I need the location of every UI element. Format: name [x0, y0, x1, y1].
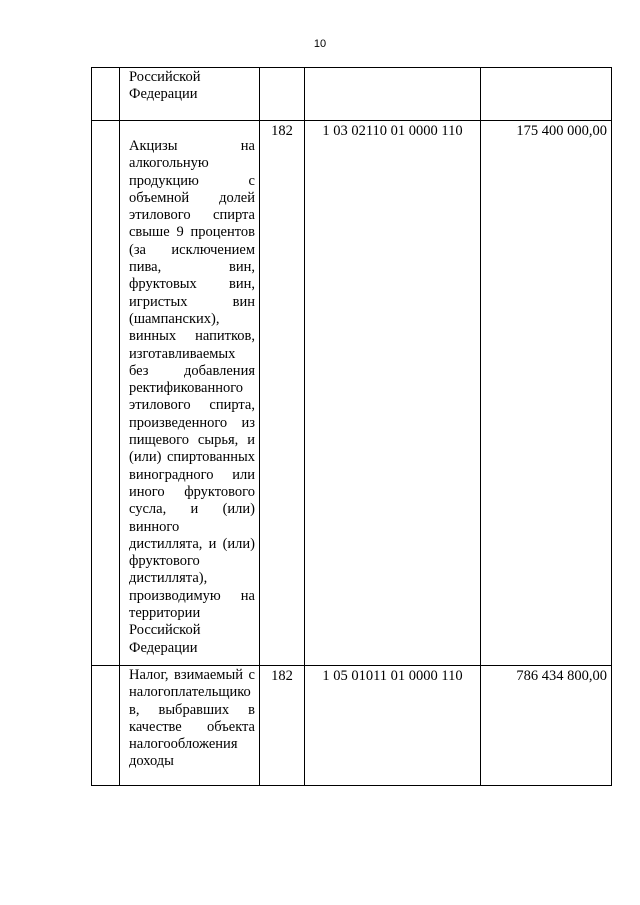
- empty-cell: [92, 665, 120, 785]
- kbk-cell: [305, 121, 481, 666]
- table-row: [92, 665, 612, 785]
- kbk-code: [305, 68, 480, 70]
- page-number: 10: [313, 38, 327, 50]
- admin-code: 182: [271, 123, 293, 139]
- amount: [481, 68, 611, 70]
- kbk-code: 1 05 01011 01 0000 110: [322, 667, 463, 684]
- revenue-name-cell: [120, 68, 260, 121]
- revenue-name-cell: [120, 665, 260, 785]
- amount: 786 434 800,00: [516, 667, 607, 684]
- amount-cell: [481, 665, 612, 785]
- revenue-name: Российской Федерации: [129, 69, 201, 103]
- admin-code-cell: [260, 665, 305, 785]
- admin-code-cell: [260, 121, 305, 666]
- empty-cell: [92, 121, 120, 666]
- table-row: [92, 68, 612, 121]
- revenue-table: [91, 67, 612, 786]
- table-row: [92, 121, 612, 666]
- kbk-cell: [305, 68, 481, 121]
- kbk-code: 1 03 02110 01 0000 110: [322, 123, 463, 139]
- amount-cell: [481, 68, 612, 121]
- revenue-name: Налог, взимаемый с налогоплательщиков, выбравших в качестве объекта налогообложения доходы: [129, 666, 255, 770]
- amount-cell: [481, 121, 612, 666]
- revenue-name-cell: [120, 121, 260, 666]
- kbk-cell: [305, 665, 481, 785]
- admin-code: [260, 68, 304, 70]
- admin-code: 182: [271, 667, 293, 684]
- admin-code-cell: [260, 68, 305, 121]
- empty-cell: [92, 68, 120, 121]
- revenue-name: Акцизы на алкогольную продукцию с объемной долей этилового спирта свыше 9 процентов (за исключением пива, вин, фруктовых вин, игристых вин (шампанских), винных напитков, изготавливаемых без добавления ректификованного этилового спирта, произведенного из пищевого сырья, и (или) спиртованных виноградного или иного фруктового сусла, и (или) винного дистиллята, и (или) фруктового дистиллята), производимую на территории Российской Федерации: [129, 138, 255, 656]
- amount: 175 400 000,00: [516, 123, 607, 139]
